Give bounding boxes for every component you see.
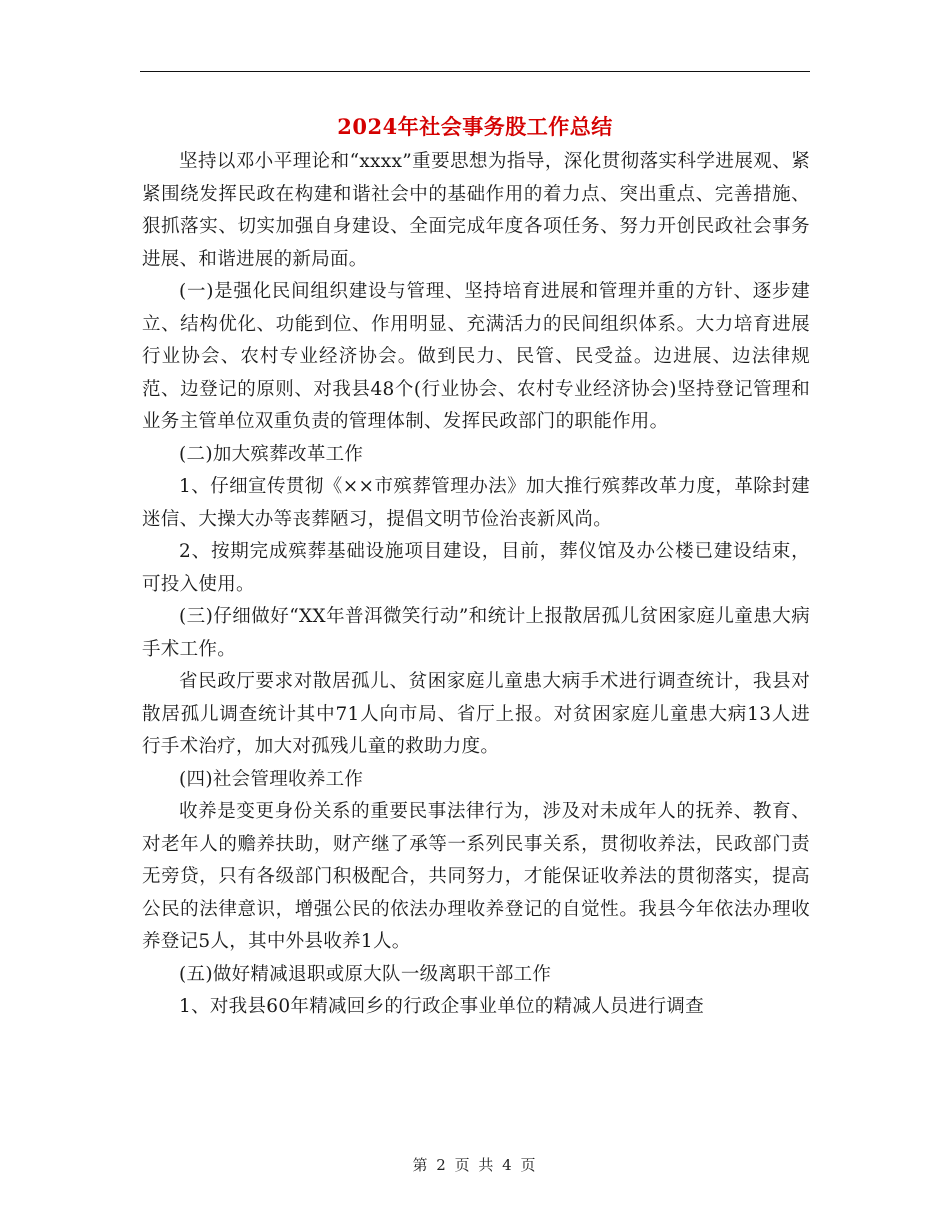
header-rule (140, 71, 810, 72)
paragraph: 1、仔细宣传贯彻《××市殡葬管理办法》加大推行殡葬改革力度，革除封建迷信、大操大办等丧葬陋习，提倡文明节俭治丧新风尚。 (142, 476, 810, 530)
section-heading: (二)加大殡葬改革工作 (179, 443, 364, 465)
paragraph: (一)是强化民间组织建设与管理、坚持培育进展和管理并重的方针、逐步建立、结构优化、功能到位、作用明显、充满活力的民间组织体系。大力培育进展行业协会、农村专业经济协会。做到民力、民管、民受益。边进展、边法律规范、边登记的原则、对我县48个(行业协会、农村专业经济协会)坚持登记管理和业务主管单位双重负责的管理体制、发挥民政部门的职能作用。 (142, 281, 810, 432)
document-body (142, 146, 810, 1024)
document-title: 2024年社会事务股工作总结 (337, 114, 613, 139)
section-heading: (五)做好精减退职或原大队一级离职干部工作 (179, 963, 552, 985)
paragraph: 2、按期完成殡葬基础设施项目建设，目前，葬仪馆及办公楼已建设结束，可投入使用。 (142, 541, 810, 595)
page-number: 第 2 页 共 4 页 (412, 1156, 538, 1174)
paragraph: 收养是变更身份关系的重要民事法律行为，涉及对未成年人的抚养、教育、对老年人的赡养扶助，财产继了承等一系列民事关系，贯彻收养法，民政部门责无旁贷，只有各级部门积极配合，共同努力，才能保证收养法的贯彻落实，提高公民的法律意识，增强公民的依法办理收养登记的自觉性。我县今年依法办理收养登记5人，其中外县收养1人。 (142, 801, 810, 952)
section-heading: (四)社会管理收养工作 (179, 768, 364, 790)
section-heading: (三)仔细做好“XX年普洱微笑行动”和统计上报散居孤儿贫困家庭儿童患大病手术工作。 (142, 606, 810, 660)
paragraph: 1、对我县60年精减回乡的行政企事业单位的精减人员进行调查 (179, 996, 705, 1017)
paragraph: 省民政厅要求对散居孤儿、贫困家庭儿童患大病手术进行调查统计，我县对散居孤儿调查统计其中71人向市局、省厅上报。对贫困家庭儿童患大病13人进行手术治疗，加大对孤残儿童的救助力度。 (142, 671, 810, 757)
paragraph: 坚持以邓小平理论和“xxxx”重要思想为指导，深化贯彻落实科学进展观、紧紧围绕发挥民政在构建和谐社会中的基础作用的着力点、突出重点、完善措施、狠抓落实、切实加强自身建设、全面完成年度各项任务、努力开创民政社会事务进展、和谐进展的新局面。 (142, 151, 810, 270)
